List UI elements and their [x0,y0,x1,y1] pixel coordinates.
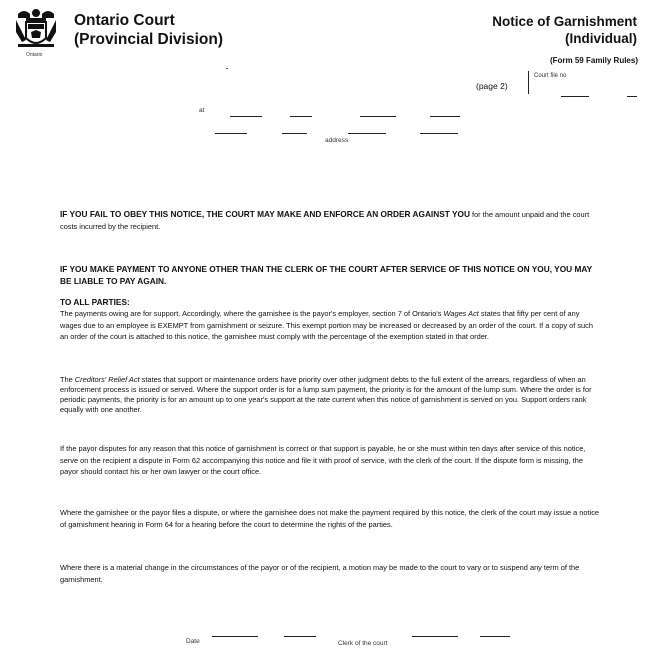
court-name-line1: Ontario Court [74,12,175,29]
crest-label: Ontario [26,52,43,58]
address-field-line[interactable] [420,133,458,134]
paragraph-garnishment-hearing: Where the garnishee or the payor files a dispute, or where the garnishee does not make the payment required by this notice, the clerk of the court may issue a notice of garnishment hearing in Form 64 for a hearing before the court to determine the rights of the parties. [60,508,599,529]
p1-act-name: Wages Act [443,309,479,318]
address-field-line[interactable] [430,116,460,117]
at-label: at [199,107,205,114]
paragraph-material-change: Where there is a material change in the circumstances of the payor or of the recipient, a motion may be made to the court to vary or to suspend any term of the garnishment. [60,563,580,584]
paragraph-payor-dispute: If the payor disputes for any reason that this notice of garnishment is correct or that support is payable, he or she must within ten days after service of this notice, serve on the recipient a dispute in Form 62 accompanying this notice and file it with proof of service, with the clerk of the court. If the dispute form is missing, the payor should contact his or her own lawyer or the court office. [60,444,586,476]
address-label: address [325,137,349,144]
signature-field-line[interactable] [412,636,458,637]
p1-text-a: The payments owing are for support. Accordingly, where the garnishee is the payor's employer, section 7 of Ontario's [60,309,444,318]
p2-text-a: The [60,375,75,384]
paragraph-creditors-relief [60,375,602,415]
mark-dot [226,68,228,69]
date-label: Date [186,638,200,645]
p2-text-b: states that support or maintenance orders have priority over other judgment debts to the full extent of the arrears, regardless of when an enforcement process is issued or served. Where the support order is for a lump sum payment, the priority is for the amount of the lump sum. Where the order is for periodic payments, the priority is for an amount up to one year's support at the rate current when this notice of garnishment is served on you. Support orders rank equally with one another. [60,375,592,414]
address-field-line[interactable] [290,116,312,117]
court-name-line2: (Provincial Division) [74,31,224,48]
p1-text-b: states that fifty per cent of any wages due to an employee is EXEMPT from garnishment or seizure. This exempt portion may be increased or decreased by an order of the court. If a copy of such an order of the court is attached to this notice, the garnishee must comply with the percentage of the exemption stated in that order. [60,309,593,341]
address-field-line[interactable] [282,133,307,134]
court-file-line [627,96,637,97]
court-file-number-box[interactable] [528,71,638,94]
page-number: (page 2) [476,81,508,91]
court-file-line [561,96,589,97]
address-field-line[interactable] [230,116,262,117]
warning-fail-bold: IF YOU FAIL TO OBEY THIS NOTICE, THE COURT MAY MAKE AND ENFORCE AN ORDER AGAINST YOU [60,209,470,219]
ontario-crest-icon [14,8,58,52]
form-reference: (Form 59 Family Rules) [549,56,638,65]
signature-field-line[interactable] [480,636,510,637]
warning-fail-rest: for the amount unpaid and the court costs incurred by the recipient. [60,210,590,231]
form-title [492,14,637,47]
p2-act-name: Creditors' Relief Act [74,375,140,384]
clerk-label: Clerk of the court [338,640,388,647]
date-field-line[interactable] [212,636,258,637]
warning-fail-to-obey [60,209,602,232]
court-name [74,11,223,49]
address-field-line[interactable] [360,116,396,117]
court-file-label: Court file no [534,73,567,79]
all-parties-heading: TO ALL PARTIES: [60,297,130,307]
address-field-line[interactable] [348,133,386,134]
form-title-line1: Notice of Garnishment [492,14,637,29]
paragraph-support-exemption [60,308,602,343]
date-field-line[interactable] [284,636,316,637]
form-title-line2: (Individual) [565,30,637,46]
address-field-line[interactable] [215,133,247,134]
warning-payment: IF YOU MAKE PAYMENT TO ANYONE OTHER THAN THE CLERK OF THE COURT AFTER SERVICE OF THIS NOTICE ON YOU, YOU MAY BE LIABLE TO PAY AGAIN. [60,264,592,286]
